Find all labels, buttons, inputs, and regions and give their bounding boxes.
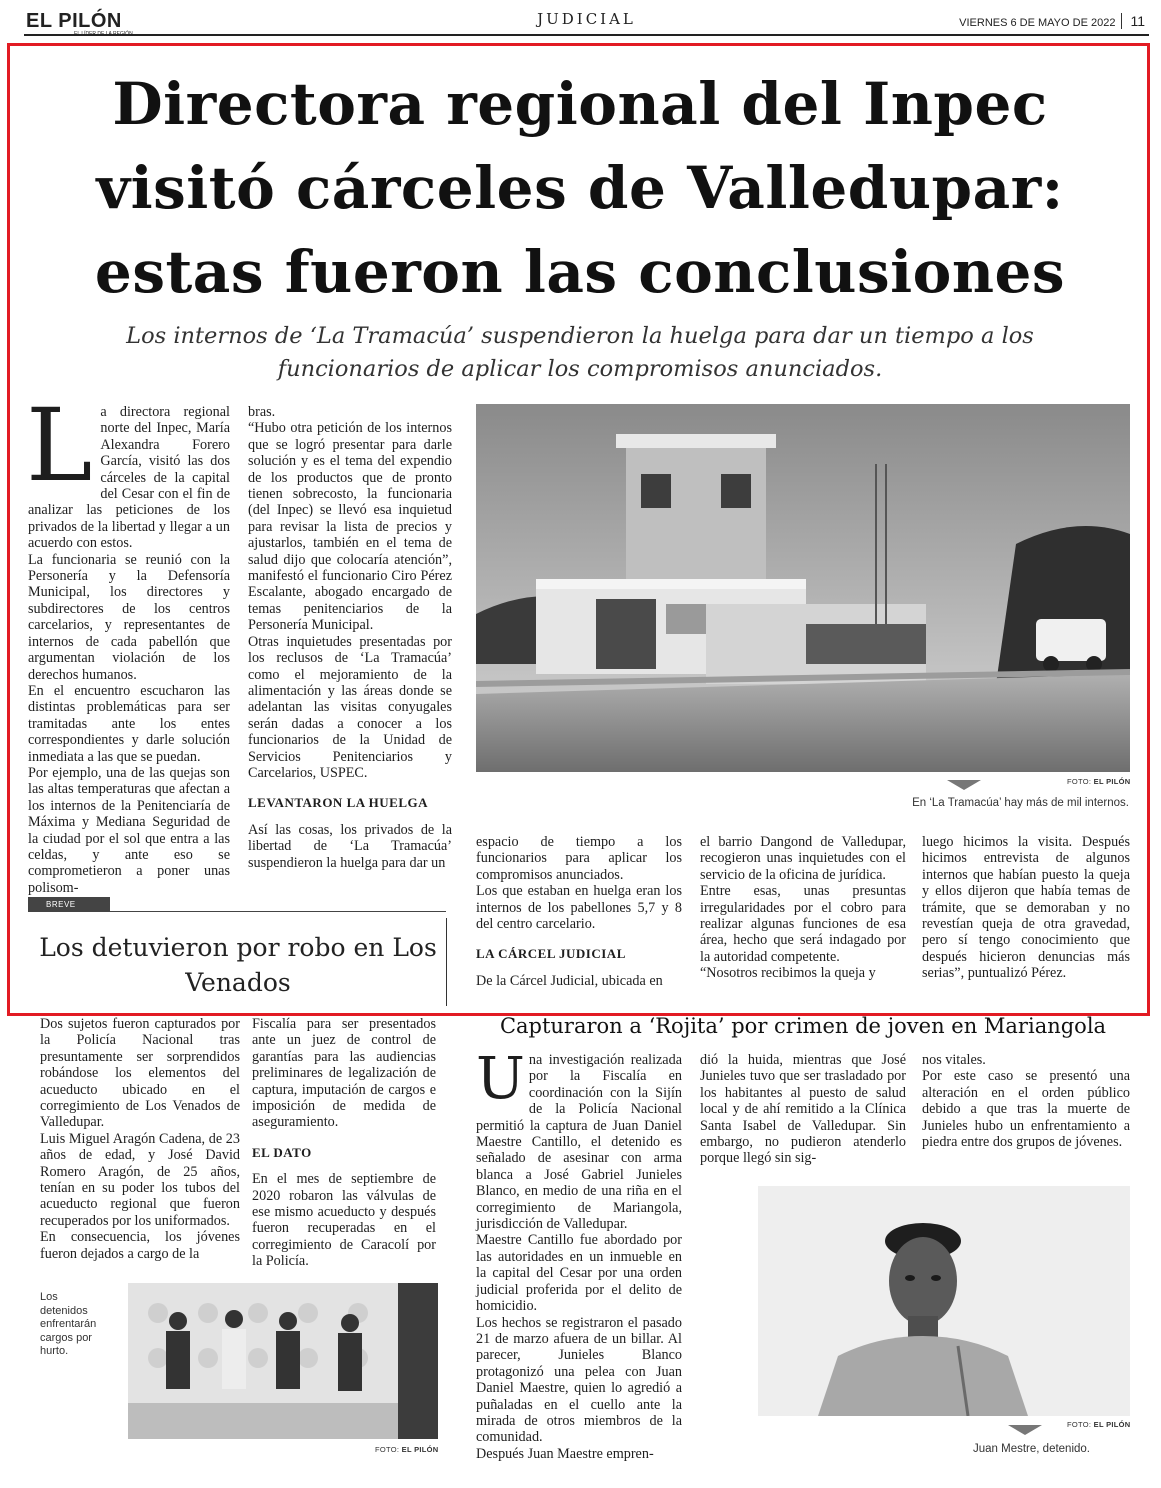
paragraph: Los hechos se registraron el pasado 21 de marzo afuera de un billar. Al parecer, Junieles Blanco protagonizó una pelea con Juan Daniel Maestre, quien lo agredió a puñaladas en el cuello ante la mirada de otros miembros de la comunidad.: [476, 1314, 682, 1446]
paragraph: “Hubo otra petición de los internos que se logró presentar para darle solución y es el tema del expendio de los productos que de pronto tienen sobrecosto, la funcionaria (del Inpec) se llevó esa inquietud para revisar la lista de precios y ajustarlos, también en el tema de salud dijo que colocaría atención”, manifestó el funcionario Ciro Pérez Escalante, abogado encargado de temas penitenciarios de la Personería Municipal.: [248, 420, 452, 634]
subhead-el-dato: EL DATO: [252, 1144, 312, 1160]
second-headline: Capturaron a ‘Rojita’ por crimen de joven en Mariangola: [499, 1014, 1107, 1038]
main-deck: Los internos de ‘La Tramacúa’ suspendieron la huelga para dar un tiempo a los funcionarios de aplicar los compromisos anunciados.: [126, 323, 1034, 382]
brief-tag: BREVE: [28, 897, 110, 912]
main-column-4: [700, 834, 906, 982]
prison-photo: [476, 404, 1130, 772]
subhead-levantaron: LEVANTARON LA HUELGA: [248, 795, 428, 811]
paragraph: Maestre Cantillo fue abordado por las autoridades en un inmueble en la capital del Cesar por una orden judicial proferida por el delito de homicidio.: [476, 1232, 682, 1315]
drop-cap: U: [476, 1044, 525, 1112]
paragraph: Otras inquietudes presentadas por los reclusos de ‘La Tramacúa’ como el mejoramiento de la alimentación y las áreas donde se adelantan las visitas conyugales serán dadas a conocer a los funcionarios de la Unidad de Servicios Penitenciarios y Carcelarios, USPEC.: [248, 633, 452, 781]
photo-caption: En ‘La Tramacúa’ hay más de mil internos.: [912, 797, 1129, 809]
main-column-1: [26, 387, 230, 896]
paragraph: Por este caso se presentó una alteración en el orden público debido a que tras la muerte de Junieles hubo un enfrentamiento a piedra entre dos grupos de jóvenes.: [922, 1068, 1130, 1151]
paragraph: luego hicimos la visita. Después hicimos entrevista de algunos internos que habían puesto la queja y ellos dijeron que había temas de trámite, que se demoraban y no revestían queja de otra gravedad, pero sí tengo conocimiento que después hicieron denuncias más serias”, puntualizó Pérez.: [922, 834, 1130, 982]
detainees-photo-illustration: [128, 1283, 438, 1439]
detainees-photo: [128, 1283, 438, 1439]
paragraph: En el encuentro escucharon las distintas problemáticas para ser tramitadas ante los entes correspondientes y darle solución inmediata a las que se puedan.: [28, 682, 230, 765]
paragraph: De la Cárcel Judicial, ubicada en: [476, 972, 663, 989]
paragraph: na investigación realizada por la Fiscalía en coordinación con la Sijín de la Policía Nacional permitió la captura de Juan Daniel Maestre Cantillo, el detenido es señalado de asesinar con arma blanca a José Gabriel Junieles Blanco, en medio de una riña en el corregimiento de Mariangola, jurisdicción de Valledupar.: [476, 1052, 682, 1233]
main-column-2: [248, 404, 452, 871]
page-header: [24, 8, 1149, 36]
paragraph: Así las cosas, los privados de la libertad de ‘La Tramacúa’ suspendieron la huelga para dar un: [248, 821, 452, 871]
main-headline: Directora regional del Inpec visitó cárceles de Valledupar: estas fueron las conclusiones: [94, 70, 1066, 306]
section-name: JUDICIAL: [537, 10, 636, 28]
paragraph: Luis Miguel Aragón Cadena, de 23 años de edad, y José David Romero Aragón, de 25 años, tenían en su poder los tubos del acueducto regional que fueron recuperados por los uniformados.: [40, 1130, 240, 1229]
caption-pointer-icon: [1008, 1425, 1042, 1435]
brief-column-1: [40, 1016, 240, 1262]
paragraph: Por ejemplo, una de las quejas son las altas temperaturas que afectan a los internos de la Penitenciaría de Máxima y Mediana Seguridad de la ciudad por el sol que entra a las celdas, y ante eso se comprometieron a poner unas polisom-: [28, 764, 230, 896]
paragraph: “Nosotros recibimos la queja y: [700, 965, 876, 982]
suspect-photo-illustration: [758, 1186, 1130, 1416]
page-number: 11: [1121, 13, 1145, 29]
prison-photo-illustration: [476, 404, 1130, 772]
brief-photo-credit: FOTO: EL PILÓN: [375, 1445, 439, 1454]
brief-rule: [28, 911, 446, 912]
brief-column-2: [252, 1016, 436, 1270]
paragraph: Dos sujetos fueron capturados por la Policía Nacional tras presuntamente ser sorprendidos robándose los elementos del acueducto ubicado en el corregimiento de Los Venados de Valledupar.: [40, 1016, 240, 1131]
suspect-photo: [758, 1186, 1130, 1416]
suspect-photo-caption: Juan Mestre, detenido.: [973, 1443, 1090, 1455]
paragraph: nos vitales.: [922, 1052, 986, 1068]
paragraph: Fiscalía para ser presentados ante un juez de control de garantías para las audiencias preliminares de legalización de captura, imputación de cargos e imposición de medida de aseguramiento.: [252, 1016, 436, 1131]
paragraph: el barrio Dangond de Valledupar, recogieron unas inquietudes con el servicio de la oficina de jurídica.: [700, 834, 906, 883]
newspaper-logo[interactable]: EL PILÓN EL LÍDER DE LA REGIÓN: [26, 10, 133, 37]
suspect-photo-credit: FOTO: EL PILÓN: [1067, 1420, 1131, 1429]
brief-photo-caption: Los detenidos enfrentarán cargos por hurto.: [40, 1291, 97, 1357]
subhead-carcel-judicial: LA CÁRCEL JUDICIAL: [476, 946, 626, 962]
second-column-2: [700, 1052, 906, 1167]
page-date: VIERNES 6 DE MAYO DE 2022 11: [959, 13, 1145, 29]
paragraph: Los que estaban en huelga eran los internos de los pabellones 5,7 y 8 del centro carcelario.: [476, 883, 682, 933]
main-column-5: [922, 834, 1130, 982]
main-column-3: [476, 834, 682, 989]
drop-cap: L: [26, 387, 93, 504]
brief-headline: Los detuvieron por robo en Los Venados: [39, 933, 437, 997]
caption-pointer-icon: [947, 780, 981, 790]
paragraph: En el mes de septiembre de 2020 robaron las válvulas de ese mismo acueducto y después fueron recuperadas en el corregimiento de Caracolí por la Policía.: [252, 1171, 436, 1270]
paragraph: espacio de tiempo a los funcionarios para aplicar los compromisos anunciados.: [476, 834, 682, 883]
paragraph: a directora regional norte del Inpec, María Alexandra Forero García, visitó las dos cárceles de la capital del Cesar con el fin de analizar las peticiones de los privados de la libertad y llegar a un acuerdo con estos.: [28, 404, 230, 552]
paragraph: En consecuencia, los jóvenes fueron dejados a cargo de la: [40, 1229, 240, 1262]
second-column-3: [922, 1052, 1130, 1150]
paragraph: Entre esas, unas presuntas irregularidades por el cobro para realizar algunas funciones de esa área, hecho que será indagado por la autoridad competente.: [700, 883, 906, 965]
photo-credit: FOTO: EL PILÓN: [1067, 777, 1131, 786]
paragraph: La funcionaria se reunió con la Personería y la Defensoría Municipal, los directores y subdirectores de los centros carcelarios, y representantes de internos de cada pabellón que argumentan violación de los derechos humanos.: [28, 551, 230, 683]
paragraph: dió la huida, mientras que José Junieles tuvo que ser trasladado por los habitantes al puesto de salud local y de ahí remitido a la Clínica Santa Isabel de Valledupar. Sin embargo, no pudieron atenderlo porque llegó sin sig-: [700, 1052, 906, 1167]
second-column-1: [476, 1044, 682, 1462]
paragraph: bras.: [248, 404, 276, 420]
paragraph: Después Juan Maestre empren-: [476, 1445, 654, 1462]
